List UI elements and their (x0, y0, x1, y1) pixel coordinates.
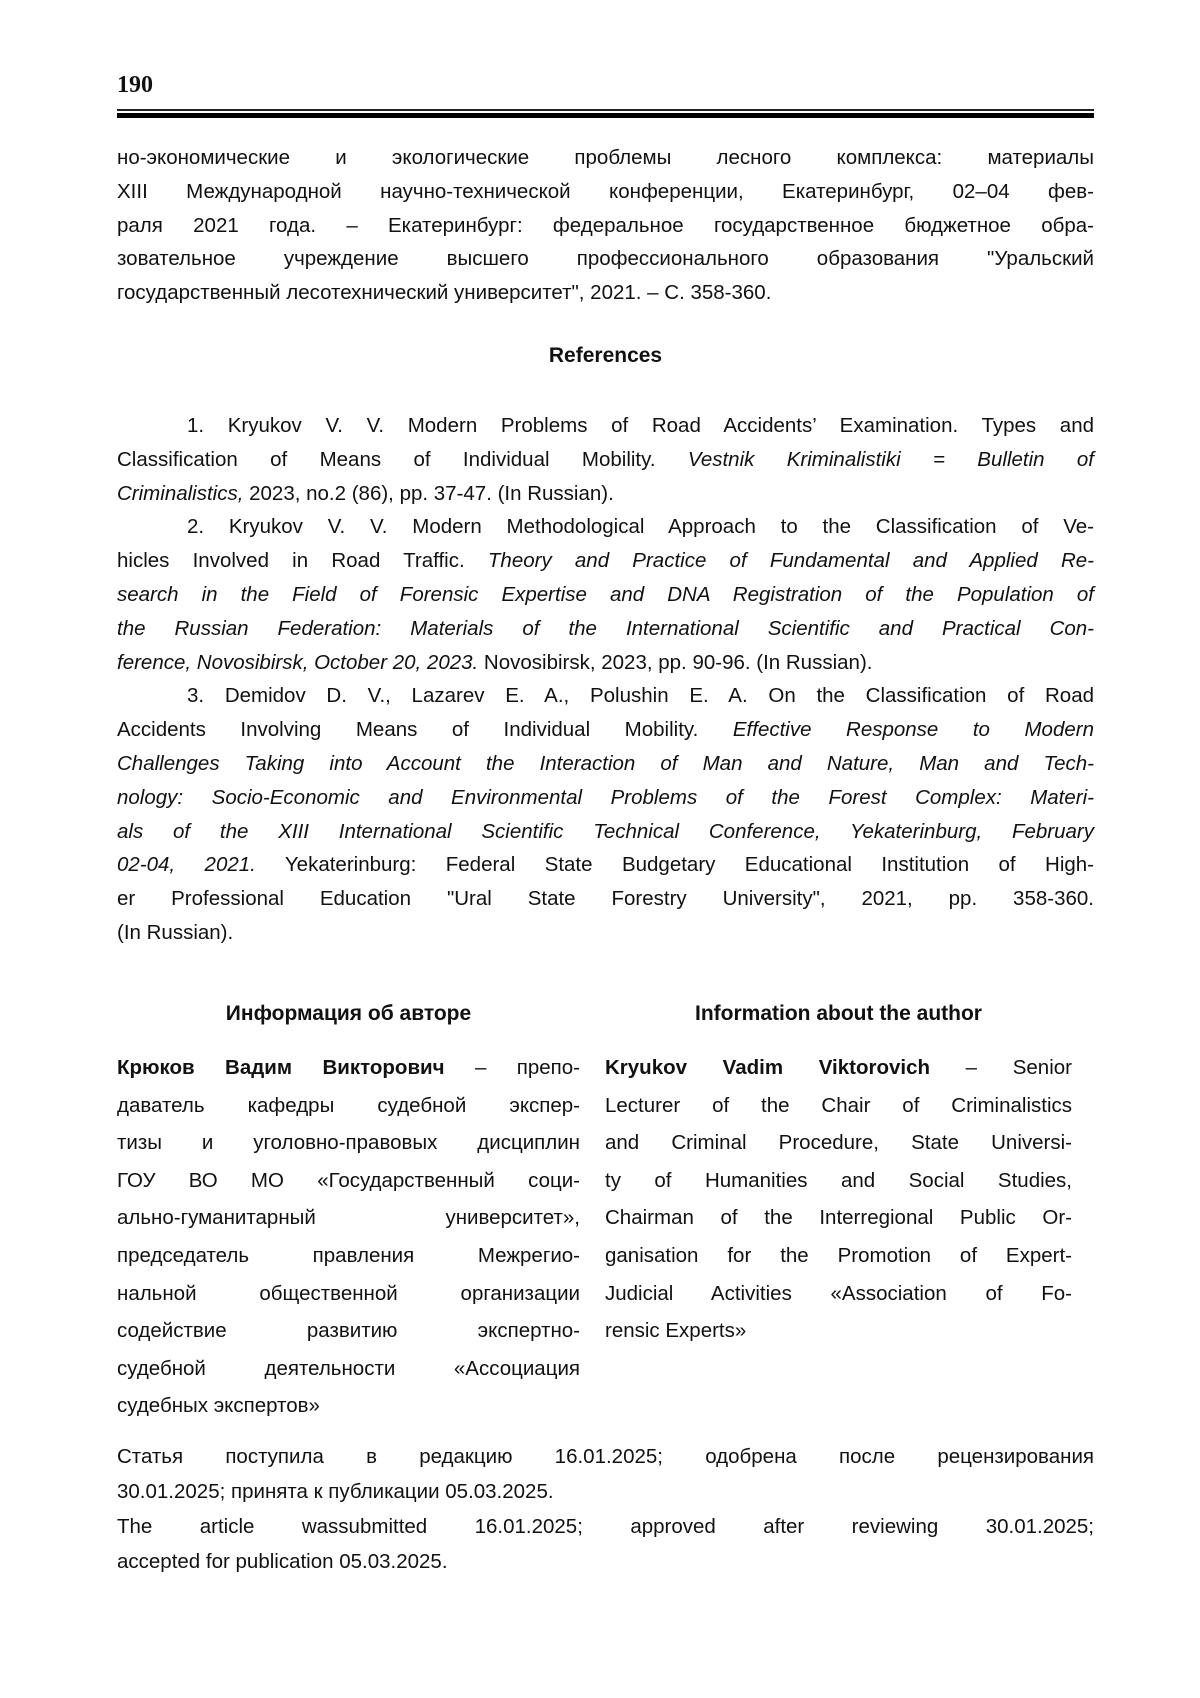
text-line (117, 175, 1094, 209)
paragraph (117, 141, 1094, 310)
text-segment: (In Russian). (117, 920, 234, 944)
text-segment: тизы и уголовно-правовых дисциплин (117, 1131, 580, 1155)
text-segment: XIII Международной научно-технической конференции, Екатеринбург, 02–04 фев- (117, 179, 1094, 203)
text-segment: зовательное учреждение высшего профессионального образования "Уральский (117, 247, 1094, 271)
text-line (117, 747, 1094, 781)
text-segment: – Senior (930, 1056, 1072, 1079)
text-segment: ГОУ ВО МО «Государственный соци- (117, 1168, 580, 1192)
text-segment: государственный лесотехнический университет", 2021. – С. 358-360. (117, 281, 772, 305)
text-segment: судебных экспертов» (117, 1394, 320, 1418)
text-segment: Lecturer of the Chair of Criminalistics (605, 1093, 1072, 1117)
text-line (117, 1474, 1094, 1509)
bibliography-continuation (117, 141, 1094, 310)
italic-text: Theory and Practice of Fundamental and Applied Re- (487, 549, 1094, 573)
text-segment: нальной общественной организации (117, 1281, 580, 1305)
text-line (605, 1087, 1072, 1125)
text-line (117, 1275, 580, 1313)
page-number: 190 (117, 72, 153, 98)
text-segment: 3. Demidov D. V., Lazarev E. A., Polushin E. A. On the Classification of Road (187, 684, 1094, 708)
text-line (117, 1237, 580, 1275)
text-segment: er Professional Education "Ural State Forestry University", 2021, pp. 358-360. (117, 887, 1094, 911)
text-segment: ganisation for the Promotion of Expert- (605, 1243, 1072, 1267)
text-line (117, 882, 1094, 916)
text-line (605, 1275, 1072, 1313)
text-line (117, 409, 1094, 443)
text-line (117, 815, 1094, 849)
text-line (117, 510, 1094, 544)
text-line (117, 1387, 580, 1425)
dates-paragraph (117, 1439, 1094, 1509)
author-info-heading-ru: Информация об авторе (225, 1002, 472, 1025)
text-segment: and Criminal Procedure, State Universi- (605, 1131, 1072, 1155)
header-rule-thin (117, 109, 1094, 111)
text-line (117, 477, 1094, 511)
references-heading: References (548, 344, 663, 367)
text-line (117, 443, 1094, 477)
author-bio (117, 1049, 580, 1425)
italic-text: Effective Response to Modern (732, 718, 1094, 742)
references-list (117, 409, 1094, 950)
text-line (117, 1312, 580, 1350)
text-segment: accepted for publication 05.03.2025. (117, 1550, 448, 1573)
text-segment: hicles Involved in Road Traffic. (117, 549, 488, 573)
text-segment: 2. Kryukov V. V. Modern Methodological Approach to the Classification of Ve- (187, 515, 1094, 539)
author-info-ru (117, 1049, 580, 1425)
text-segment: rensic Experts» (605, 1319, 747, 1343)
text-segment: Accidents Involving Means of Individual Mobility. (117, 718, 733, 742)
text-segment: 30.01.2025; принята к публикации 05.03.2025. (117, 1480, 554, 1503)
text-line (117, 276, 1094, 310)
text-segment: ty of Humanities and Social Studies, (605, 1168, 1072, 1192)
text-line (605, 1049, 1072, 1087)
author-info-heading-en: Information about the author (695, 1002, 982, 1025)
text-line (117, 679, 1094, 713)
text-line (117, 1199, 580, 1237)
text-segment: Статья поступила в редакцию 16.01.2025; одобрена после рецензирования (117, 1445, 1094, 1468)
author-name: Крюков Вадим Викторович (117, 1056, 445, 1079)
text-line (117, 612, 1094, 646)
text-segment: The article wassubmitted 16.01.2025; approved after reviewing 30.01.2025; (117, 1515, 1094, 1538)
text-line (605, 1312, 1072, 1350)
text-line (117, 848, 1094, 882)
author-bio (605, 1049, 1072, 1350)
text-line (117, 916, 1094, 950)
text-line (117, 781, 1094, 815)
text-segment: даватель кафедры судебной экспер- (117, 1093, 580, 1117)
text-segment: председатель правления Межрегио- (117, 1243, 580, 1267)
text-line (117, 242, 1094, 276)
italic-text: Challenges Taking into Account the Interaction of Man and Nature, Man and Tech- (117, 751, 1094, 775)
text-segment: но-экономические и экологические проблемы лесного комплекса: материалы (117, 146, 1094, 169)
text-segment: Yekaterinburg: Federal State Budgetary Educational Institution of High- (255, 853, 1094, 877)
text-line (117, 544, 1094, 578)
text-segment: – препо- (444, 1056, 580, 1079)
text-line (117, 1087, 580, 1125)
text-line (117, 1049, 580, 1087)
text-segment: раля 2021 года. – Екатеринбург: федеральное государственное бюджетное обра- (117, 213, 1094, 237)
italic-text: search in the Field of Forensic Expertise and DNA Registration of the Population of (117, 582, 1094, 606)
text-line (117, 1350, 580, 1388)
text-line (117, 1124, 580, 1162)
italic-text: als of the XIII International Scientific Technical Conference, Yekaterinburg, February (117, 819, 1094, 843)
header-rule-thick (117, 113, 1094, 118)
italic-text: ference, Novosibirsk, October 20, 2023. (117, 650, 479, 674)
text-segment: Chairman of the Interregional Public Or- (605, 1206, 1072, 1230)
text-line (605, 1199, 1072, 1237)
text-line (117, 1162, 580, 1200)
italic-text: 02-04, 2021. (117, 853, 256, 877)
reference-item (117, 409, 1094, 510)
text-segment: 1. Kryukov V. V. Modern Problems of Road Accidents’ Examination. Types and (187, 414, 1094, 437)
author-info-en (605, 1049, 1072, 1350)
text-segment: Judicial Activities «Association of Fo- (605, 1281, 1072, 1305)
text-line (117, 209, 1094, 243)
italic-text: the Russian Federation: Materials of the International Scientific and Practical Con- (117, 616, 1094, 640)
article-dates (117, 1439, 1094, 1579)
dates-paragraph (117, 1509, 1094, 1579)
reference-item (117, 679, 1094, 949)
text-segment: судебной деятельности «Ассоциация (117, 1356, 580, 1380)
text-line (605, 1237, 1072, 1275)
text-segment: Classification of Means of Individual Mobility. (117, 447, 688, 471)
italic-text: Vestnik Kriminalistiki = Bulletin of (687, 447, 1094, 471)
author-name: Kryukov Vadim Viktorovich (605, 1056, 931, 1079)
text-line (605, 1162, 1072, 1200)
text-line (117, 578, 1094, 612)
italic-text: nology: Socio-Economic and Environmental Problems of the Forest Complex: Materi- (117, 785, 1094, 809)
text-segment: Novosibirsk, 2023, pp. 90-96. (In Russian). (478, 650, 873, 674)
text-segment: содействие развитию экспертно- (117, 1319, 580, 1343)
text-line (117, 141, 1094, 175)
text-line (117, 646, 1094, 680)
italic-text: Criminalistics, (117, 481, 244, 505)
text-segment: ально-гуманитарный университет», (117, 1206, 580, 1230)
text-line (605, 1124, 1072, 1162)
text-line (117, 1509, 1094, 1544)
text-segment: 2023, no.2 (86), pp. 37-47. (In Russian). (243, 481, 614, 505)
text-line (117, 1544, 1094, 1579)
text-line (117, 1439, 1094, 1474)
text-line (117, 713, 1094, 747)
reference-item (117, 510, 1094, 679)
